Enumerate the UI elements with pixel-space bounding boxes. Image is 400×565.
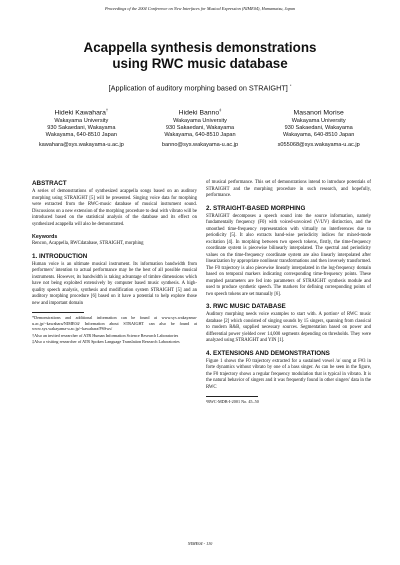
author-affiliation: Wakayama University bbox=[173, 117, 227, 124]
section-2-text: STRAIGHT decomposes a speech sound into the source information, namely fundamentally frequency (F0) with voiced-unvoiced (V/UV) distinction, and the smoothed time-frequency representation with virtually no interferences due to periodicity [5]. It also extracts band-wise periodicity indices for mixed-mode excitation [4]. In morphing between two speech tokens, firstly, the time-frequency coordinate system is piecewise bilinearly interpolated. The spectral and periodicity values on the time-frequency coordinate system are also linearly interpolated after linearization by appropriate nonlinear transformations and then inversely transformed. The F0 trajectory is also piecewise linearly interpolated in the log-frequency domain based on temporal markers indicating corresponding time-frequency points. These morphed parameters are fed into parameters of STRAIGHT synthesis module and used to produce synthetic speech. The markers for defining corresponding points of two speech tokens are set manually [6]. bbox=[206, 213, 371, 297]
author-2 bbox=[141, 106, 260, 149]
running-header: Proceedings of the 2004 Conference on New Interfaces for Musical Expression (NIME04), Hamamatsu, Japan bbox=[104, 6, 296, 11]
footnote-rule bbox=[206, 396, 258, 397]
author-mark: † bbox=[105, 107, 109, 112]
right-column bbox=[206, 180, 371, 406]
paper-title bbox=[0, 40, 400, 71]
subtitle-footnote-mark: * bbox=[289, 83, 292, 88]
keywords-heading: Keywords bbox=[32, 234, 58, 240]
section-1-heading: 1. INTRODUCTION bbox=[32, 252, 88, 260]
section-4-text: Figure 1 shows the F0 trajectory extracted for a sustained vowel /a/ sung at F#3 in forte dynamics without vibrato by one of a bass singer. As can be seen in the figure, the F0 trajectory shows a regular frequency modulation that is typical in vibrato. It is the natural behavior of singers and it was frequently found in other singers' data in the RWC bbox=[206, 358, 371, 390]
keywords-text: Rencon, Acappella, RWCdatabase, STRAIGHT, morphing bbox=[32, 241, 144, 246]
author-name: Hideki Kawahara bbox=[54, 109, 106, 117]
author-email: s055068@sys.wakayama-u.ac.jp bbox=[277, 141, 360, 148]
author-name: Hideki Banno bbox=[178, 109, 220, 117]
section-4-heading: 4. EXTENSIONS AND DEMONSTRATIONS bbox=[206, 349, 330, 357]
footnote-3: ‡Also a visiting researcher of ATR Spoken Language Translation Research Laboratories bbox=[32, 339, 180, 345]
section-3-heading: 3. RWC MUSIC DATABASE bbox=[206, 303, 286, 310]
author-address-1: 930 Sakaedani, Wakayama bbox=[47, 124, 116, 131]
intro-continuation: of musical performance. This set of demonstrations intend to introduce potentials of STRAIGHT and the morphing procedure in such research, and hopefully, performance. bbox=[206, 180, 371, 198]
author-1 bbox=[22, 106, 141, 149]
abstract-heading: ABSTRACT bbox=[32, 180, 67, 187]
author-address-2: Wakayama, 640-8510 Japan bbox=[164, 131, 236, 138]
page-footer: NIME04 - 110 bbox=[187, 541, 213, 546]
footnote-4: ¹RWC-MDB-I-2001 No. 45–50 bbox=[206, 399, 259, 404]
author-address-2: Wakayama, 640-8510 Japan bbox=[283, 131, 355, 138]
section-2-heading: 2. STRAIGHT-BASED MORPHING bbox=[206, 204, 306, 212]
author-name: Masanori Morise bbox=[293, 109, 344, 117]
title-line-2: using RWC music database bbox=[112, 55, 288, 71]
author-address-1: 930 Sakaedani, Wakayama bbox=[165, 124, 235, 131]
subtitle-text: [Application of auditory morphing based on STRAIGHT] bbox=[108, 83, 288, 93]
section-3-text: Auditory morphing needs voice examples to start with. A portion¹ of RWC music database [2] which consisted of singing sounds by 15 singers, spanning from classical to modern R&B, supplied necessary sources. Segmentation based on power and differential power yielded over 14,000 segments depending on thresholds. They were analyzed using STRAIGHT and YIN [1]. bbox=[206, 312, 371, 343]
author-address-2: Wakayama, 640-8510 Japan bbox=[45, 131, 117, 138]
author-affiliation: Wakayama University bbox=[291, 117, 346, 124]
author-email: banno@sys.wakayama-u.ac.jp bbox=[161, 141, 239, 148]
section-1-text: Human voice is an ultimate musical instrument. Its information bandwidth from performers' intention to actual performance may be the best of all possible musical instruments. However, its bandwidth is taking advantage of timbre dimensions which have not being exploited extensively by computer based music synthesis. A high-quality speech analysis, synthesis and modification system STRAIGHT [5] and an auditory morphing procedure [6] based on it have a potential to help explore those new and important domain bbox=[32, 261, 197, 306]
footnote-2: †Also an invited researcher of ATR Human Information Science Research Laboratories bbox=[32, 332, 179, 338]
author-3 bbox=[259, 106, 378, 149]
author-mark: ‡ bbox=[219, 107, 222, 112]
abstract-text: A series of demonstrations of synthesized acappella songs based on an auditory morphing using STRAIGHT [5] will be presented. Singing voice data for morphing were extracted from the RWC-music database of musical instrument sound. Discussions on a new extension of the morphing procedure to deal with vibrato will be introduced based on the statistical analysis of the database and its effect on synthesized acappella will also be demonstrated. bbox=[32, 189, 197, 227]
author-affiliation: Wakayama University bbox=[54, 117, 109, 124]
footnote-1: *Demonstrations and additional information can be found at www.sys.wakayama-u.ac.jp/~kawahara/NIME04/ Information about STRAIGHT can also be found at www.sys.wakayama-u.ac.jp/~kawahara/PSSws/ bbox=[32, 315, 197, 332]
author-address-1: 930 Sakaedani, Wakayama bbox=[284, 124, 353, 131]
author-block bbox=[22, 106, 378, 149]
author-email: kawahara@sys.wakayama-u.ac.jp bbox=[38, 141, 124, 148]
paper-subtitle bbox=[0, 83, 400, 92]
footnote-rule bbox=[32, 312, 84, 313]
title-line-1: Acappella synthesis demonstrations bbox=[83, 40, 317, 55]
left-column bbox=[32, 180, 197, 346]
